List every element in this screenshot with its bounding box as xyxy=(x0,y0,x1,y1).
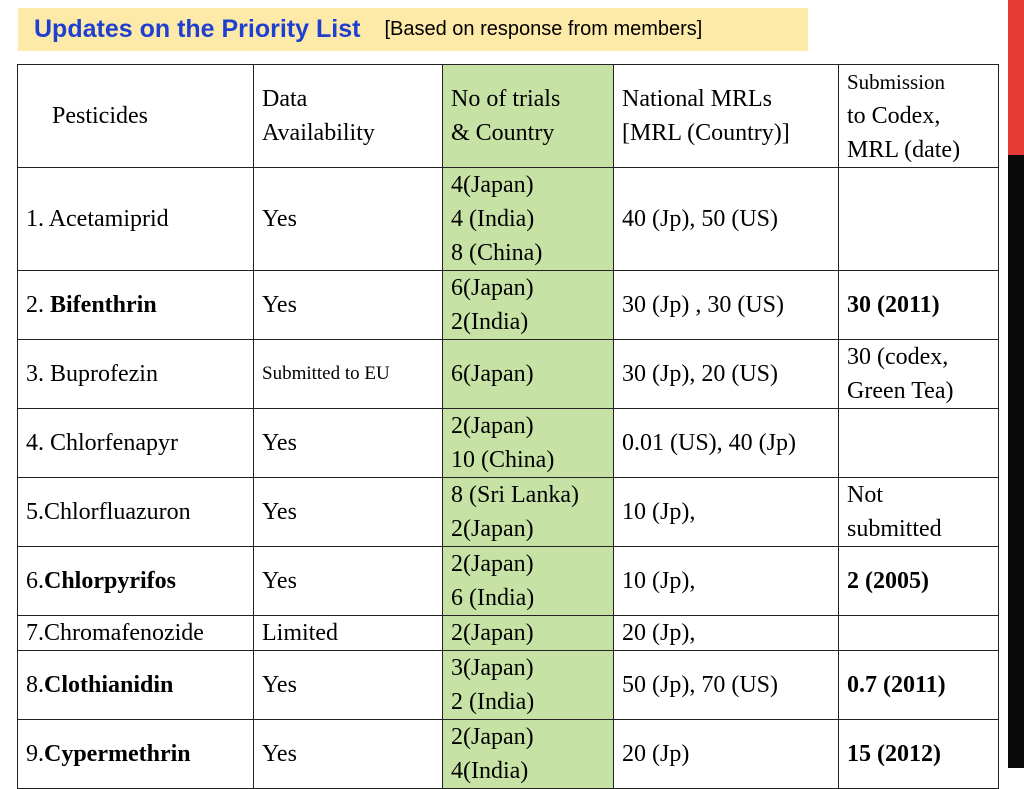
pesticide-cell xyxy=(18,271,254,340)
pesticide-cell xyxy=(18,340,254,409)
header-submission xyxy=(839,65,999,168)
header-availability-line2: Availability xyxy=(262,120,375,146)
trial-entry: 10 (China) xyxy=(451,447,555,473)
submission-entry: Green Tea) xyxy=(847,378,954,404)
pesticide-number: 1. xyxy=(26,206,49,232)
mrl-cell: 30 (Jp), 20 (US) xyxy=(614,340,839,409)
header-mrl-line1: National MRLs xyxy=(622,86,772,112)
trial-entry: 2 (India) xyxy=(451,689,535,715)
availability-cell: Yes xyxy=(254,547,443,616)
pesticide-number: 5. xyxy=(26,499,44,525)
header-pesticides-label: Pesticides xyxy=(52,103,148,129)
trial-entry: 6(Japan) xyxy=(451,275,534,301)
pesticide-name: Chlorpyrifos xyxy=(44,568,176,594)
trials-cell xyxy=(443,651,614,720)
availability-cell: Yes xyxy=(254,478,443,547)
pesticide-number: 2. xyxy=(26,292,50,318)
trials-cell xyxy=(443,720,614,789)
mrl-cell: 10 (Jp), xyxy=(614,478,839,547)
submission-entry: 15 (2012) xyxy=(847,741,941,767)
pesticide-cell xyxy=(18,547,254,616)
pesticide-number: 8. xyxy=(26,672,44,698)
trial-entry: 4(Japan) xyxy=(451,172,534,198)
trial-entry: 2(Japan) xyxy=(451,620,534,646)
submission-cell xyxy=(839,616,999,651)
header-trials-line2: & Country xyxy=(451,120,555,146)
header-trials-line1: No of trials xyxy=(451,86,561,112)
trials-cell xyxy=(443,478,614,547)
trial-entry: 2(Japan) xyxy=(451,724,534,750)
trial-entry: 2(Japan) xyxy=(451,413,534,439)
table-row xyxy=(18,478,999,547)
pesticide-number: 7. xyxy=(26,620,44,646)
trials-cell xyxy=(443,547,614,616)
table-row xyxy=(18,651,999,720)
submission-cell xyxy=(839,271,999,340)
pesticide-cell xyxy=(18,168,254,271)
header-submission-line3: MRL (date) xyxy=(847,137,961,163)
slide-header xyxy=(18,8,808,51)
trial-entry: 4(India) xyxy=(451,758,529,784)
header-submission-line1: Submission xyxy=(847,70,946,94)
trials-cell xyxy=(443,340,614,409)
pesticide-name: Clothianidin xyxy=(44,672,174,698)
header-trials xyxy=(443,65,614,168)
mrl-cell: 20 (Jp) xyxy=(614,720,839,789)
submission-cell xyxy=(839,720,999,789)
header-availability-line1: Data xyxy=(262,86,308,112)
mrl-cell: 20 (Jp), xyxy=(614,616,839,651)
availability-cell: Yes xyxy=(254,409,443,478)
submission-cell xyxy=(839,547,999,616)
availability-cell: Limited xyxy=(254,616,443,651)
mrl-cell: 30 (Jp) , 30 (US) xyxy=(614,271,839,340)
table-row xyxy=(18,409,999,478)
slide-subtitle: [Based on response from members] xyxy=(384,18,703,40)
submission-cell xyxy=(839,409,999,478)
table-row xyxy=(18,616,999,651)
pesticide-name: Chlorfluazuron xyxy=(44,499,191,525)
header-availability xyxy=(254,65,443,168)
submission-cell xyxy=(839,478,999,547)
trial-entry: 2(Japan) xyxy=(451,516,534,542)
table-row xyxy=(18,547,999,616)
availability-cell: Yes xyxy=(254,271,443,340)
submission-entry: Not xyxy=(847,482,883,508)
pesticide-cell xyxy=(18,651,254,720)
accent-bar-red xyxy=(1008,0,1024,155)
mrl-cell: 40 (Jp), 50 (US) xyxy=(614,168,839,271)
mrl-cell: 10 (Jp), xyxy=(614,547,839,616)
pesticide-name: Bifenthrin xyxy=(50,292,157,318)
pesticide-name: Acetamiprid xyxy=(48,206,169,232)
trial-entry: 6(Japan) xyxy=(451,361,534,387)
trials-cell xyxy=(443,616,614,651)
slide-title: Updates on the Priority List xyxy=(34,15,361,43)
trial-entry: 8 (Sri Lanka) xyxy=(451,482,579,508)
availability-cell: Yes xyxy=(254,168,443,271)
trials-cell xyxy=(443,409,614,478)
pesticide-cell xyxy=(18,720,254,789)
header-submission-line2: to Codex, xyxy=(847,103,941,129)
table-row xyxy=(18,271,999,340)
table-row xyxy=(18,720,999,789)
availability-cell: Yes xyxy=(254,720,443,789)
trial-entry: 6 (India) xyxy=(451,585,535,611)
submission-cell xyxy=(839,651,999,720)
table-row xyxy=(18,340,999,409)
trial-entry: 2(India) xyxy=(451,309,529,335)
submission-cell xyxy=(839,340,999,409)
pesticide-number: 6. xyxy=(26,568,44,594)
priority-table xyxy=(17,64,999,789)
trial-entry: 4 (India) xyxy=(451,206,535,232)
availability-cell: Yes xyxy=(254,651,443,720)
mrl-cell: 50 (Jp), 70 (US) xyxy=(614,651,839,720)
accent-bar-black xyxy=(1008,155,1024,768)
header-pesticides xyxy=(18,65,254,168)
pesticide-number: 4. xyxy=(26,430,50,456)
table-row xyxy=(18,168,999,271)
header-mrl xyxy=(614,65,839,168)
header-mrl-line2: [MRL (Country)] xyxy=(622,120,790,146)
submission-entry: 30 (2011) xyxy=(847,292,940,318)
pesticide-name: Cypermethrin xyxy=(44,741,191,767)
pesticide-number: 3. xyxy=(26,361,50,387)
trial-entry: 8 (China) xyxy=(451,240,543,266)
pesticide-number: 9. xyxy=(26,741,44,767)
pesticide-cell xyxy=(18,478,254,547)
trial-entry: 2(Japan) xyxy=(451,551,534,577)
mrl-cell: 0.01 (US), 40 (Jp) xyxy=(614,409,839,478)
pesticide-cell xyxy=(18,616,254,651)
trials-cell xyxy=(443,168,614,271)
table-header-row xyxy=(18,65,999,168)
trial-entry: 3(Japan) xyxy=(451,655,534,681)
pesticide-name: Chromafenozide xyxy=(44,620,204,646)
submission-entry: 30 (codex, xyxy=(847,344,949,370)
submission-entry: 0.7 (2011) xyxy=(847,672,946,698)
pesticide-name: Buprofezin xyxy=(50,361,158,387)
submission-entry: 2 (2005) xyxy=(847,568,929,594)
trials-cell xyxy=(443,271,614,340)
submission-entry: submitted xyxy=(847,516,942,542)
submission-cell xyxy=(839,168,999,271)
pesticide-name: Chlorfenapyr xyxy=(50,430,178,456)
pesticide-cell xyxy=(18,409,254,478)
availability-cell: Submitted to EU xyxy=(254,340,443,409)
